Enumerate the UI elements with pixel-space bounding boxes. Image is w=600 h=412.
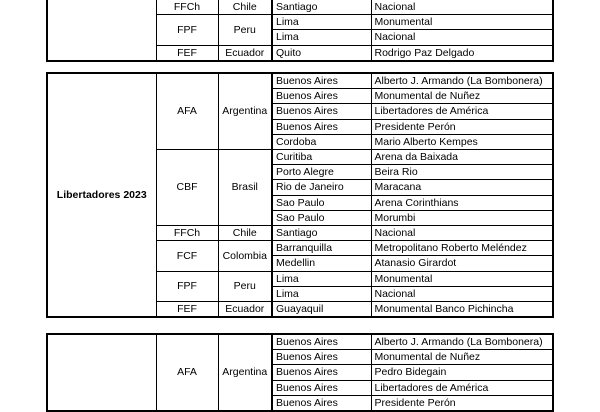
federation-cell: FFCh <box>156 0 218 15</box>
stadium-cell: Maracana <box>371 180 553 195</box>
stadium-cell: Arena da Baixada <box>371 150 553 165</box>
city-cell: Santiago <box>272 226 371 241</box>
city-cell: Lima <box>272 15 371 30</box>
city-cell: Buenos Aires <box>272 350 371 365</box>
city-cell: Lima <box>272 271 371 286</box>
federation-cell: FFCh <box>156 226 218 241</box>
federation-cell: FEF <box>156 302 218 318</box>
stadium-cell: Pedro Bidegain <box>371 365 553 380</box>
table-row <box>47 334 553 350</box>
stadium-cell: Nacional <box>371 226 553 241</box>
stadium-cell: Libertadores de América <box>371 380 553 395</box>
country-cell: Argentina <box>218 334 272 411</box>
federation-cell: FEF <box>156 45 218 61</box>
section-cell <box>47 334 156 411</box>
stadium-cell: Monumental <box>371 271 553 286</box>
country-cell: Peru <box>218 15 272 45</box>
table-row <box>47 0 553 15</box>
stadium-cell: Nacional <box>371 0 553 15</box>
city-cell: Santiago <box>272 0 371 15</box>
stadium-table-libertadores-2023 <box>46 72 554 318</box>
stadium-cell: Libertadores de América <box>371 104 553 119</box>
stadium-cell: Morumbi <box>371 210 553 225</box>
city-cell: Buenos Aires <box>272 104 371 119</box>
stadium-cell: Metropolitano Roberto Meléndez <box>371 241 553 256</box>
stadium-cell: Beira Rio <box>371 165 553 180</box>
city-cell: Buenos Aires <box>272 334 371 350</box>
stadium-cell: Rodrigo Paz Delgado <box>371 45 553 61</box>
country-cell: Colombia <box>218 241 272 271</box>
section-cell <box>47 0 156 61</box>
federation-cell: AFA <box>156 73 218 150</box>
city-cell: Rio de Janeiro <box>272 180 371 195</box>
federation-cell: FCF <box>156 241 218 271</box>
city-cell: Lima <box>272 286 371 301</box>
city-cell: Buenos Aires <box>272 89 371 104</box>
federation-cell: AFA <box>156 334 218 411</box>
country-cell: Ecuador <box>218 45 272 61</box>
city-cell: Cordoba <box>272 134 371 149</box>
city-cell: Curitiba <box>272 150 371 165</box>
city-cell: Guayaquil <box>272 302 371 318</box>
federation-cell: FPF <box>156 271 218 301</box>
city-cell: Medellin <box>272 256 371 271</box>
city-cell: Sao Paulo <box>272 210 371 225</box>
city-cell: Buenos Aires <box>272 119 371 134</box>
stadium-cell: Monumental <box>371 15 553 30</box>
table-row <box>47 73 553 89</box>
city-cell: Buenos Aires <box>272 365 371 380</box>
stadium-cell: Monumental de Nuñez <box>371 350 553 365</box>
city-cell: Sao Paulo <box>272 195 371 210</box>
stadium-cell: Nacional <box>371 30 553 45</box>
section-title: Libertadores 2023 <box>47 73 156 317</box>
stadium-cell: Presidente Perón <box>371 395 553 411</box>
country-cell: Brasil <box>218 150 272 226</box>
city-cell: Buenos Aires <box>272 73 371 89</box>
country-cell: Chile <box>218 0 272 15</box>
stadium-cell: Nacional <box>371 286 553 301</box>
stadium-table-top <box>46 0 554 62</box>
federation-cell: CBF <box>156 150 218 226</box>
stadium-cell: Mario Alberto Kempes <box>371 134 553 149</box>
stadium-cell: Alberto J. Armando (La Bombonera) <box>371 334 553 350</box>
stadium-cell: Monumental de Nuñez <box>371 89 553 104</box>
federation-cell: FPF <box>156 15 218 45</box>
city-cell: Quito <box>272 45 371 61</box>
city-cell: Buenos Aires <box>272 395 371 411</box>
country-cell: Chile <box>218 226 272 241</box>
stadium-table-bottom <box>46 333 554 412</box>
stadium-cell: Monumental Banco Pichincha <box>371 302 553 318</box>
city-cell: Barranquilla <box>272 241 371 256</box>
country-cell: Ecuador <box>218 302 272 318</box>
country-cell: Argentina <box>218 73 272 150</box>
country-cell: Peru <box>218 271 272 301</box>
city-cell: Porto Alegre <box>272 165 371 180</box>
city-cell: Lima <box>272 30 371 45</box>
city-cell: Buenos Aires <box>272 380 371 395</box>
stadium-cell: Arena Corinthians <box>371 195 553 210</box>
stadium-cell: Alberto J. Armando (La Bombonera) <box>371 73 553 89</box>
stadium-cell: Presidente Perón <box>371 119 553 134</box>
stadium-cell: Atanasio Girardot <box>371 256 553 271</box>
